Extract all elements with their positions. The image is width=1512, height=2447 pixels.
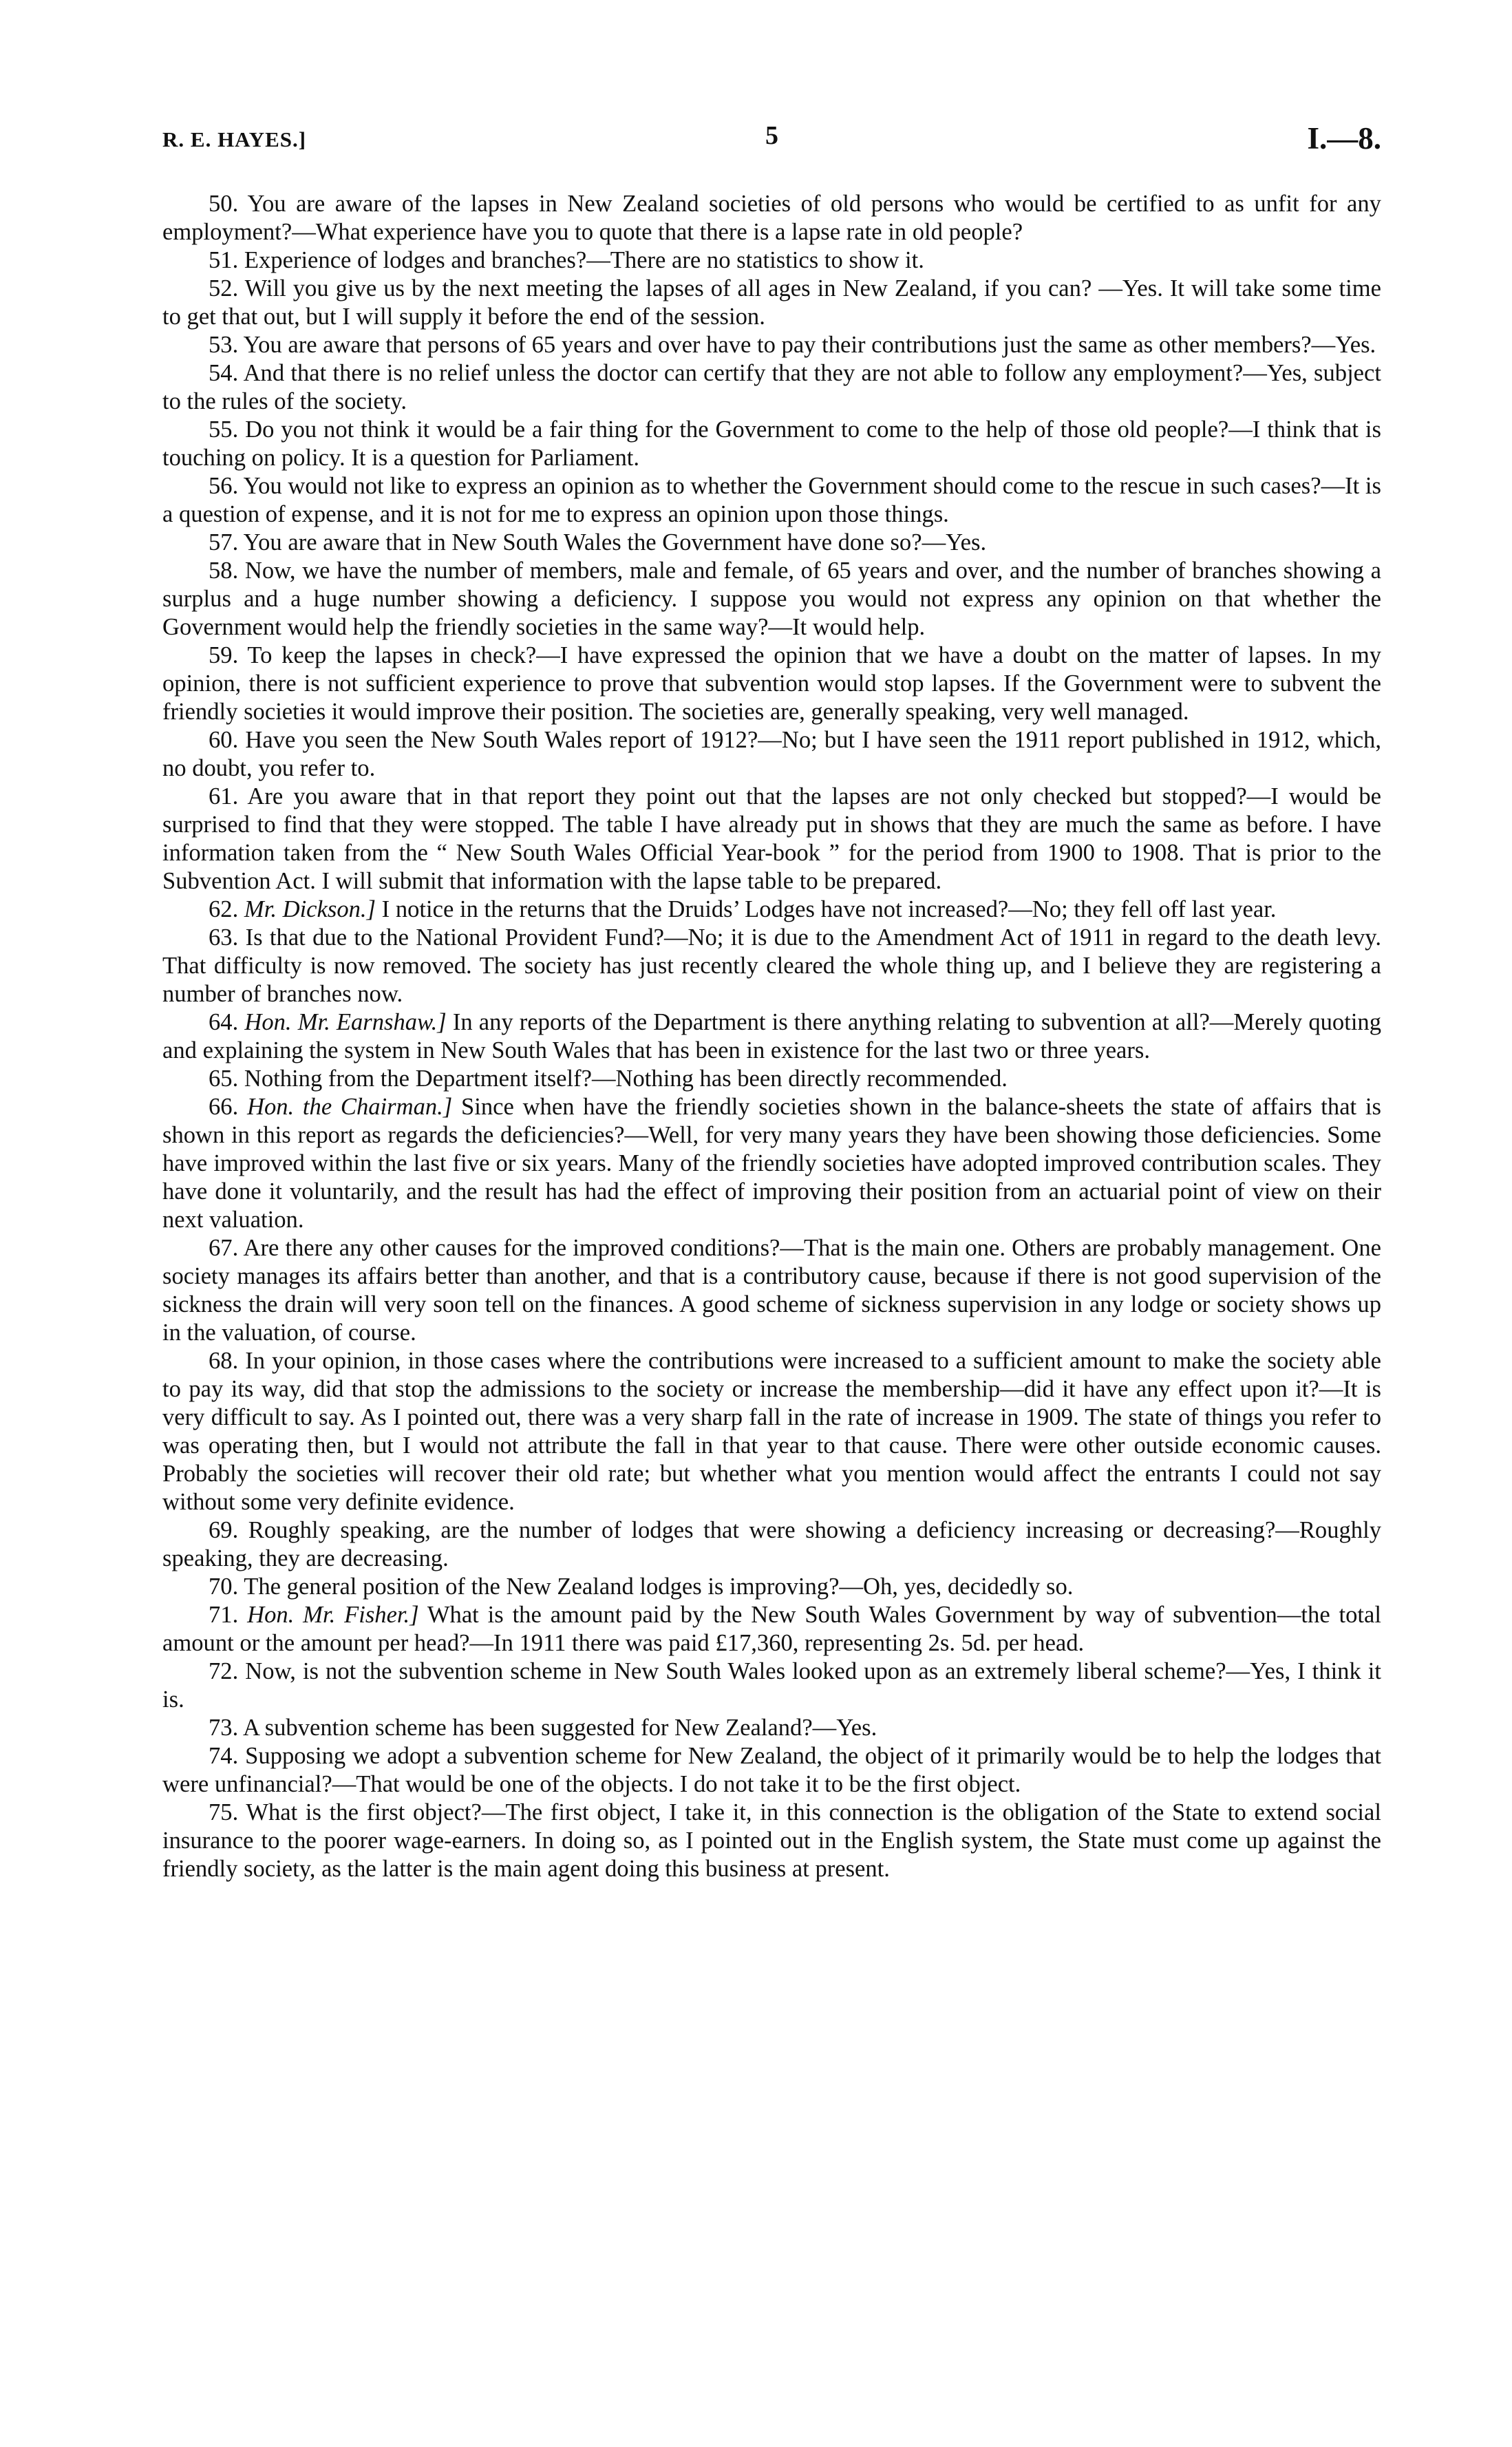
document-reference: I.—8. bbox=[1307, 121, 1381, 156]
question-number: 54. bbox=[209, 360, 239, 386]
question-paragraph bbox=[162, 1234, 1381, 1347]
question-paragraph bbox=[162, 1601, 1381, 1657]
question-number: 74. bbox=[209, 1743, 239, 1769]
evidence-text bbox=[162, 190, 1381, 1883]
question-answer-text: You are aware that persons of 65 years and over have to pay their contributions just the same as other members?—Yes. bbox=[243, 332, 1376, 358]
question-paragraph bbox=[162, 1799, 1381, 1883]
question-answer-text: You are aware that in New South Wales the Government have done so?—Yes. bbox=[243, 529, 987, 555]
question-answer-text: The general position of the New Zealand lodges is improving?—Oh, yes, decidedly so. bbox=[244, 1574, 1074, 1600]
question-answer-text: I notice in the returns that the Druids’ Lodges have not increased?—No; they fell off last year. bbox=[381, 896, 1277, 922]
question-number: 64. bbox=[209, 1009, 239, 1035]
question-answer-text: Roughly speaking, are the number of lodges that were showing a deficiency increasing or decreasing?—Roughly speaking, they are decreasing. bbox=[162, 1517, 1381, 1571]
question-number: 71. bbox=[209, 1602, 239, 1628]
question-number: 63. bbox=[209, 924, 239, 951]
question-number: 66. bbox=[209, 1094, 239, 1120]
question-answer-text: To keep the lapses in check?—I have expressed the opinion that we have a doubt on the matter of lapses. In my opinion, there is not sufficient experience to prove that subvention would stop lapses. If the Government were to subvent the friendly societies it would improve their position. The societies are, generally speaking, very well managed. bbox=[162, 642, 1381, 725]
question-answer-text: Now, we have the number of members, male and female, of 65 years and over, and the number of branches showing a surplus and a huge number showing a deficiency. I suppose you would not express any opinion on that whether the Government would help the friendly societies in the same way?—It would help. bbox=[162, 558, 1381, 640]
question-number: 61. bbox=[209, 783, 239, 809]
question-paragraph bbox=[162, 331, 1381, 359]
question-answer-text: Have you seen the New South Wales report of 1912?—No; but I have seen the 1911 report published in 1912, which, no doubt, you refer to. bbox=[162, 727, 1381, 781]
question-number: 57. bbox=[209, 529, 239, 555]
question-number: 50. bbox=[209, 191, 239, 217]
question-answer-text: And that there is no relief unless the doctor can certify that they are not able to follow any employment?—Yes, subject to the rules of the society. bbox=[162, 360, 1381, 414]
question-answer-text: Supposing we adopt a subvention scheme for New Zealand, the object of it primarily would be to help the lodges that were unfinancial?—That would be one of the objects. I do not take it to be the first object. bbox=[162, 1743, 1381, 1797]
question-number: 55. bbox=[209, 416, 239, 443]
question-answer-text: Experience of lodges and branches?—There are no statistics to show it. bbox=[244, 247, 924, 273]
question-paragraph bbox=[162, 642, 1381, 726]
question-paragraph bbox=[162, 246, 1381, 275]
question-paragraph bbox=[162, 1742, 1381, 1799]
question-paragraph bbox=[162, 1573, 1381, 1601]
page-number: 5 bbox=[765, 121, 778, 150]
question-answer-text: What is the first object?—The first object, I take it, in this connection is the obligation of the State to extend social insurance to the poorer wage-earners. In doing so, as I pointed out in the English system, the State must come up against the friendly society, as the latter is the main agent doing this business at present. bbox=[162, 1799, 1381, 1882]
question-number: 72. bbox=[209, 1658, 239, 1684]
question-paragraph bbox=[162, 1657, 1381, 1714]
page-header bbox=[162, 120, 1381, 162]
witness-name: R. E. HAYES.] bbox=[162, 127, 307, 151]
question-number: 65. bbox=[209, 1066, 239, 1092]
question-answer-text: What is the amount paid by the New South Wales Government by way of subvention—the total amount or the amount per head?—In 1911 there was paid £17,360, representing 2s. 5d. per head. bbox=[162, 1602, 1381, 1656]
speaker-name: Hon. Mr. Fisher.] bbox=[247, 1602, 419, 1628]
question-answer-text: Are you aware that in that report they point out that the lapses are not only checked but stopped?—I would be surprised to find that they were stopped. The table I have already put in shows that they are much the same as before. I have information taken from the “ New South Wales Official Year-book ” for the period from 1900 to 1908. That is prior to the Subvention Act. I will submit that information with the lapse table to be prepared. bbox=[162, 783, 1381, 894]
question-answer-text: You are aware of the lapses in New Zealand societies of old persons who would be certified to as unfit for any employment?—What experience have you to quote that there is a lapse rate in old people? bbox=[162, 191, 1381, 245]
question-paragraph bbox=[162, 1347, 1381, 1516]
question-paragraph bbox=[162, 924, 1381, 1008]
question-paragraph bbox=[162, 190, 1381, 246]
question-number: 51. bbox=[209, 247, 239, 273]
speaker-name: Hon. Mr. Earnshaw.] bbox=[244, 1009, 447, 1035]
question-answer-text: Nothing from the Department itself?—Nothing has been directly recommended. bbox=[244, 1066, 1008, 1092]
question-paragraph bbox=[162, 1714, 1381, 1742]
question-number: 53. bbox=[209, 332, 239, 358]
question-answer-text: Since when have the friendly societies shown in the balance-sheets the state of affairs that is shown in this report as regards the deficiencies?—Well, for very many years they have been showing those deficiencies. Some have improved within the last five or six years. Many of the friendly societies have adopted improved contribution scales. They have done it voluntarily, and the result has had the effect of improving their position from an actuarial point of view on their next valuation. bbox=[162, 1094, 1381, 1233]
question-paragraph bbox=[162, 896, 1381, 924]
question-number: 70. bbox=[209, 1574, 239, 1600]
question-number: 68. bbox=[209, 1348, 239, 1374]
question-answer-text: You would not like to express an opinion as to whether the Government should come to the rescue in such cases?—It is a question of expense, and it is not for me to express an opinion upon those things. bbox=[162, 473, 1381, 527]
question-paragraph bbox=[162, 529, 1381, 557]
question-number: 73. bbox=[209, 1715, 239, 1741]
question-paragraph bbox=[162, 726, 1381, 783]
question-paragraph bbox=[162, 557, 1381, 642]
question-paragraph bbox=[162, 359, 1381, 416]
question-paragraph bbox=[162, 783, 1381, 896]
question-paragraph bbox=[162, 275, 1381, 331]
question-paragraph bbox=[162, 1065, 1381, 1093]
question-number: 75. bbox=[209, 1799, 239, 1825]
question-answer-text: Are there any other causes for the improved conditions?—That is the main one. Others are probably management. One society manages its affairs better than another, and that is a contributory cause, because if there is not good supervision of the sickness the drain will very soon tell on the finances. A good scheme of sickness supervision in any lodge or society shows up in the valuation, of course. bbox=[162, 1235, 1381, 1346]
question-answer-text: Is that due to the National Provident Fund?—No; it is due to the Amendment Act of 1911 in regard to the death levy. That difficulty is now removed. The society has just recently cleared the whole thing up, and I believe they are registering a number of branches now. bbox=[162, 924, 1381, 1007]
question-number: 60. bbox=[209, 727, 239, 753]
question-answer-text: Will you give us by the next meeting the lapses of all ages in New Zealand, if you can? —Yes. It will take some time to get that out, but I will supply it before the end of the session. bbox=[162, 275, 1381, 330]
question-paragraph bbox=[162, 416, 1381, 472]
question-number: 56. bbox=[209, 473, 239, 499]
question-answer-text: A subvention scheme has been suggested for New Zealand?—Yes. bbox=[242, 1715, 877, 1741]
speaker-name: Hon. the Chairman.] bbox=[246, 1094, 453, 1120]
question-number: 52. bbox=[209, 275, 239, 301]
question-number: 62. bbox=[209, 896, 239, 922]
question-number: 69. bbox=[209, 1517, 239, 1543]
question-paragraph bbox=[162, 1516, 1381, 1573]
question-number: 58. bbox=[209, 558, 239, 584]
question-paragraph bbox=[162, 1008, 1381, 1065]
question-answer-text: Do you not think it would be a fair thing for the Government to come to the help of those old people?—I think that is touching on policy. It is a question for Parliament. bbox=[162, 416, 1381, 471]
question-paragraph bbox=[162, 472, 1381, 529]
question-answer-text: In any reports of the Department is there anything relating to subvention at all?—Merely quoting and explaining the system in New South Wales that has been in existence for the last two or three years. bbox=[162, 1009, 1382, 1063]
question-number: 67. bbox=[209, 1235, 239, 1261]
question-paragraph bbox=[162, 1093, 1381, 1234]
question-answer-text: In your opinion, in those cases where the contributions were increased to a sufficient amount to make the society able to pay its way, did that stop the admissions to the society or increase the membership—did it have any effect upon it?—It is very difficult to say. As I pointed out, there was a very sharp fall in the rate of increase in 1909. The state of things you refer to was operating then, but I would not attribute the fall in that year to that cause. There were other outside economic causes. Probably the societies will recover their old rate; but whether what you mention would affect the entrants I could not say without some very definite evidence. bbox=[162, 1348, 1381, 1515]
question-number: 59. bbox=[209, 642, 239, 668]
question-answer-text: Now, is not the subvention scheme in New South Wales looked upon as an extremely liberal scheme?—Yes, I think it is. bbox=[162, 1658, 1382, 1713]
speaker-name: Mr. Dickson.] bbox=[244, 896, 376, 922]
